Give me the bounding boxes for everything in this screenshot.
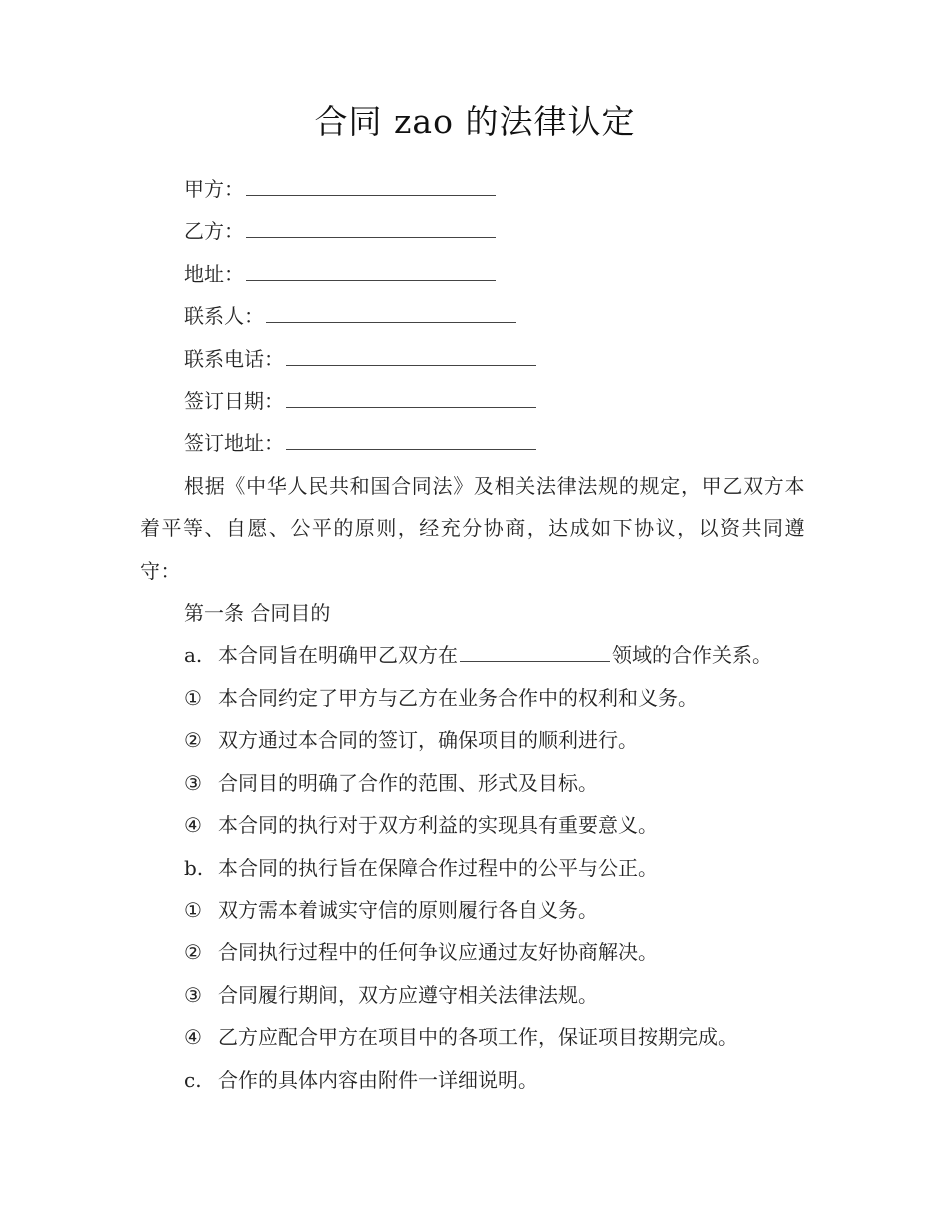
field-party-a	[140, 168, 805, 210]
item-text: 合同目的明确了合作的范围、形式及目标。	[218, 770, 598, 795]
list-item	[140, 804, 805, 846]
field-sign-place	[140, 422, 805, 464]
list-item	[140, 1016, 805, 1058]
list-item	[140, 889, 805, 931]
fill-blank	[460, 635, 610, 662]
clause-marker: c.	[184, 1067, 202, 1092]
item-marker: ④	[184, 813, 202, 838]
item-text: 双方通过本合同的签订，确保项目的顺利进行。	[218, 728, 638, 753]
clause-marker: a.	[184, 643, 203, 668]
list-item	[140, 719, 805, 761]
item-marker: ②	[184, 728, 202, 753]
clause-text: 本合同的执行旨在保障合作过程中的公平与公正。	[218, 855, 658, 880]
field-label: 地址：	[184, 261, 244, 286]
item-text: 合同执行过程中的任何争议应通过友好协商解决。	[218, 940, 658, 965]
list-item	[140, 931, 805, 973]
field-label: 联系电话：	[184, 346, 284, 371]
field-label: 联系人：	[184, 304, 264, 329]
item-marker: ②	[184, 940, 202, 965]
clause-c	[140, 1059, 805, 1101]
list-item	[140, 677, 805, 719]
item-marker: ④	[184, 1025, 202, 1050]
item-marker: ①	[184, 897, 202, 922]
field-label: 签订地址：	[184, 431, 284, 456]
document-title: 合同 zao 的法律认定	[314, 102, 636, 141]
list-item	[140, 974, 805, 1016]
list-item	[140, 762, 805, 804]
fill-blank	[286, 423, 536, 450]
field-contact-person	[140, 295, 805, 337]
item-text: 双方需本着诚实守信的原则履行各自义务。	[218, 897, 598, 922]
fill-blank	[246, 254, 496, 281]
item-text: 合同履行期间，双方应遵守相关法律法规。	[218, 982, 598, 1007]
article-heading: 第一条 合同目的	[184, 601, 331, 626]
fill-blank	[286, 381, 536, 408]
clause-a	[140, 634, 805, 676]
item-marker: ③	[184, 770, 202, 795]
clause-marker: b.	[184, 855, 204, 880]
fill-blank	[286, 339, 536, 366]
fill-blank	[266, 296, 516, 323]
document-body	[140, 168, 805, 1101]
field-address	[140, 253, 805, 295]
item-text: 乙方应配合甲方在项目中的各项工作，保证项目按期完成。	[218, 1025, 738, 1050]
item-text: 本合同约定了甲方与乙方在业务合作中的权利和义务。	[218, 685, 698, 710]
field-label: 甲方：	[184, 177, 244, 201]
item-marker: ③	[184, 982, 202, 1007]
clause-text: 合作的具体内容由附件一详细说明。	[218, 1067, 538, 1092]
item-marker: ①	[184, 685, 202, 710]
fill-blank	[246, 169, 496, 196]
item-text: 本合同的执行对于双方利益的实现具有重要意义。	[218, 813, 658, 838]
clause-b	[140, 847, 805, 889]
clause-text: 本合同旨在明确甲乙双方在	[218, 643, 458, 668]
field-label: 签订日期：	[184, 389, 284, 414]
field-party-b	[140, 210, 805, 252]
field-label: 乙方：	[184, 219, 244, 244]
field-contact-phone	[140, 338, 805, 380]
clause-text: 领域的合作关系。	[612, 643, 772, 668]
field-sign-date	[140, 380, 805, 422]
intro-paragraph: 根据《中华人民共和国合同法》及相关法律法规的规定，甲乙双方本着平等、自愿、公平的原则，经充分协商，达成如下协议，以资共同遵守：	[140, 473, 805, 583]
fill-blank	[246, 211, 496, 238]
